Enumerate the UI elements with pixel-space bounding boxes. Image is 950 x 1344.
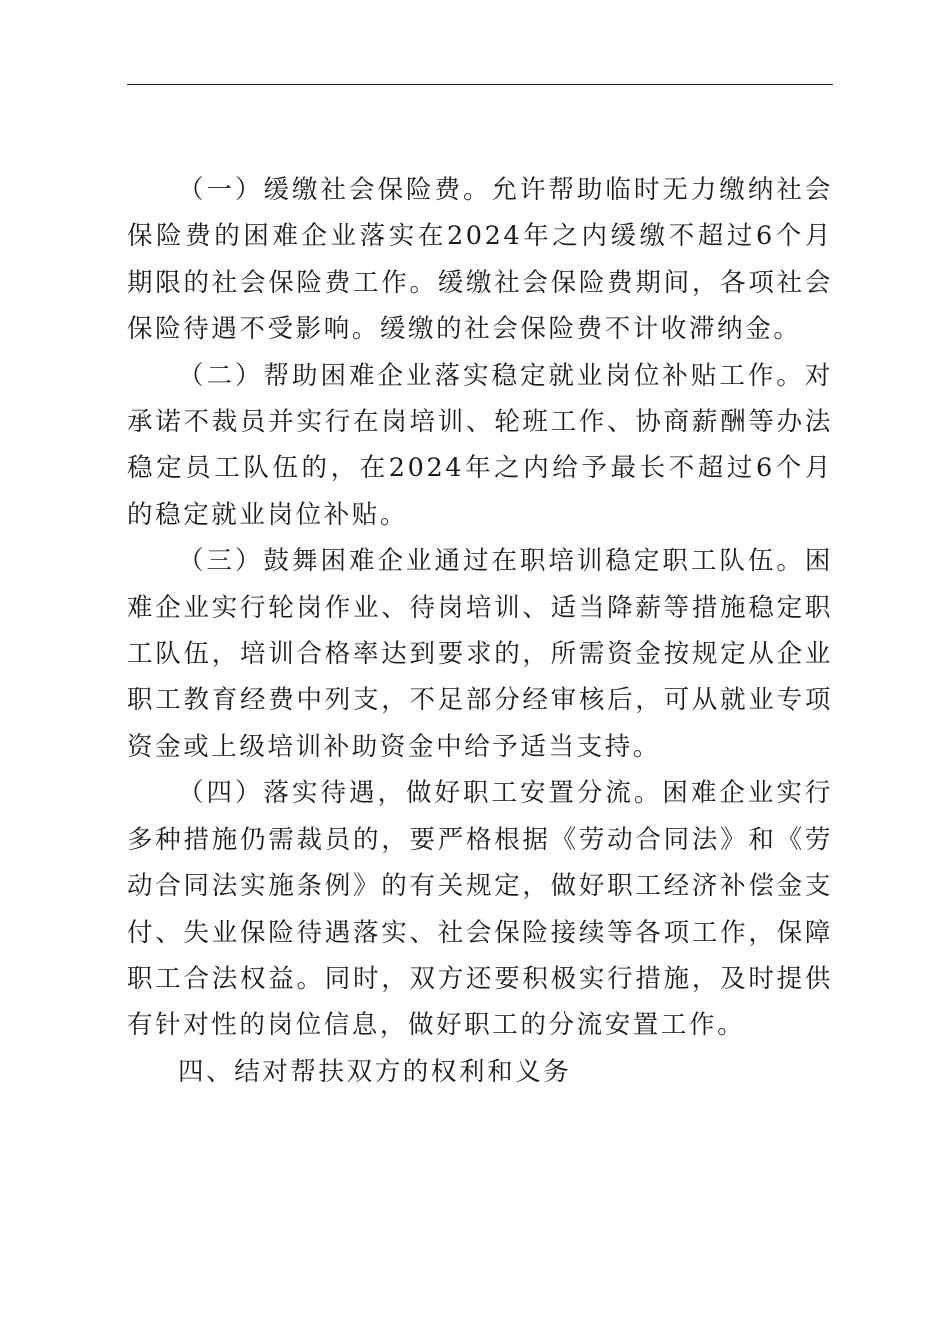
paragraph-deferred-social-insurance: （一）缓缴社会保险费。允许帮助临时无力缴纳社会保险费的困难企业落实在2024年之内缓缴不超过6个月期限的社会保险费工作。缓缴社会保险费期间，各项社会保险待遇不受影响。缓缴的社会保险费不计收滞纳金。: [127, 175, 833, 345]
section-heading: 四、结对帮扶双方的权利和义务: [178, 1056, 572, 1087]
paragraph-on-job-training: （三）鼓舞困难企业通过在职培训稳定职工队伍。困难企业实行轮岗作业、待岗培训、适当降薪等措施稳定职工队伍，培训合格率达到要求的，所需资金按规定从企业职工教育经费中列支，不足部分经审核后，可从就业专项资金或上级培训补助资金中给予适当支持。: [127, 546, 833, 762]
document-body: [127, 167, 833, 1095]
paragraph-employment-subsidy: （二）帮助困难企业落实稳定就业岗位补贴工作。对承诺不裁员并实行在岗培训、轮班工作、协商薪酬等办法稳定员工队伍的，在2024年之内给予最长不超过6个月的稳定就业岗位补贴。: [127, 360, 833, 530]
header-rule: [127, 84, 833, 85]
paragraph-worker-placement: （四）落实待遇，做好职工安置分流。困难企业实行多种措施仍需裁员的，要严格根据《劳动合同法》和《劳动合同法实施条例》的有关规定，做好职工经济补偿金支付、失业保险待遇落实、社会保险接续等各项工作，保障职工合法权益。同时，双方还要积极实行措施，及时提供有针对性的岗位信息，做好职工的分流安置工作。: [127, 778, 833, 1041]
